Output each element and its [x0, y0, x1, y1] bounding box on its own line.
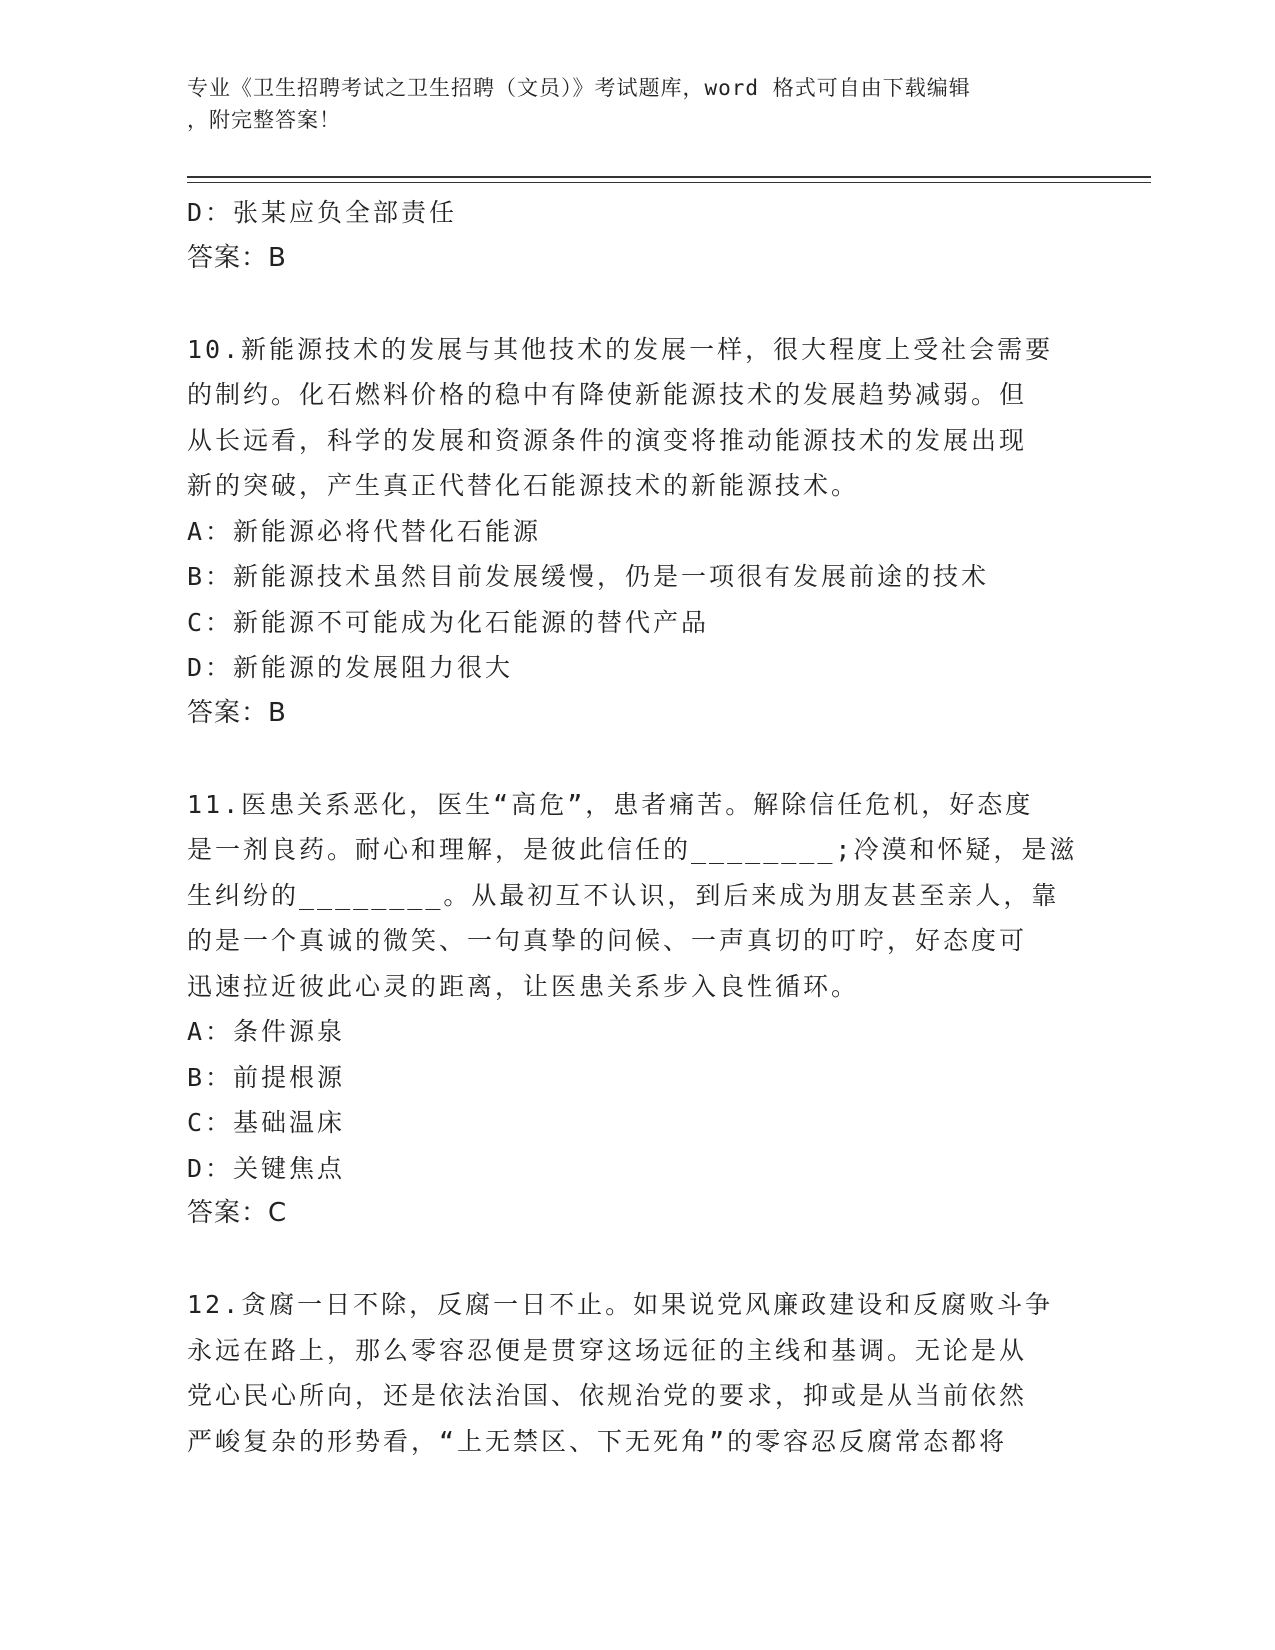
option-b: B：前提根源	[187, 1062, 346, 1092]
page-header	[187, 72, 1067, 136]
option-c: C：基础温床	[187, 1108, 346, 1137]
question-10	[187, 327, 1087, 737]
question-stem-line: 严峻复杂的形势看，“上无禁区、下无死角”的零容忍反腐常态都将	[187, 1426, 1008, 1456]
question-stem-line: 迅速拉近彼此心灵的距离，让医患关系步入良性循环。	[187, 971, 860, 1001]
option-d: D：关键焦点	[187, 1153, 346, 1183]
header-divider-thin	[187, 182, 1151, 183]
question-stem-line: 永远在路上，那么零容忍便是贯穿这场远征的主线和基调。无论是从	[187, 1335, 1028, 1365]
answer: 答案：C	[187, 1198, 288, 1228]
previous-question-tail	[187, 190, 1087, 281]
document-body	[187, 190, 1087, 1464]
question-stem-line: 从长远看，科学的发展和资源条件的演变将推动能源技术的发展出现	[187, 425, 1028, 455]
question-stem-line: 是一剂良药。耐心和理解，是彼此信任的________;冷漠和怀疑，是滋	[187, 835, 1078, 864]
question-stem-line: 11.医患关系恶化，医生“高危”，患者痛苦。解除信任危机，好态度	[187, 789, 1034, 819]
option-b: B：新能源技术虽然目前发展缓慢，仍是一项很有发展前途的技术	[187, 562, 990, 591]
answer: 答案：B	[187, 242, 287, 273]
spacer	[187, 1237, 1087, 1283]
option-d: D：新能源的发展阻力很大	[187, 653, 514, 682]
header-line-2: ，附完整答案！	[187, 108, 341, 132]
question-stem-line: 的是一个真诚的微笑、一句真挚的问候、一声真切的叮咛，好态度可	[187, 926, 1028, 955]
question-stem-line: 生纠纷的________。从最初互不认识，到后来成为朋友甚至亲人，靠	[187, 880, 1060, 910]
option-c: C：新能源不可能成为化石能源的替代产品	[187, 607, 710, 637]
spacer	[187, 736, 1087, 782]
option-d: D：张某应负全部责任	[187, 198, 458, 227]
question-stem-line: 的制约。化石燃料价格的稳中有降使新能源技术的发展趋势减弱。但	[187, 380, 1028, 409]
spacer	[187, 281, 1087, 327]
answer: 答案：B	[187, 697, 287, 728]
option-a: A：新能源必将代替化石能源	[187, 516, 542, 546]
question-12	[187, 1282, 1087, 1464]
question-stem-line: 党心民心所向，还是依法治国、依规治党的要求，抑或是从当前依然	[187, 1381, 1028, 1410]
question-stem-line: 新的突破，产生真正代替化石能源技术的新能源技术。	[187, 471, 860, 500]
question-stem-line: 10.新能源技术的发展与其他技术的发展一样，很大程度上受社会需要	[187, 334, 1054, 364]
header-divider-thick	[187, 176, 1151, 178]
question-11	[187, 782, 1087, 1237]
question-stem-line: 12.贪腐一日不除，反腐一日不止。如果说党风廉政建设和反腐败斗争	[187, 1290, 1054, 1319]
header-line-1: 专业《卫生招聘考试之卫生招聘（文员）》考试题库，word 格式可自由下载编辑	[187, 76, 971, 100]
option-a: A：条件源泉	[187, 1017, 346, 1046]
